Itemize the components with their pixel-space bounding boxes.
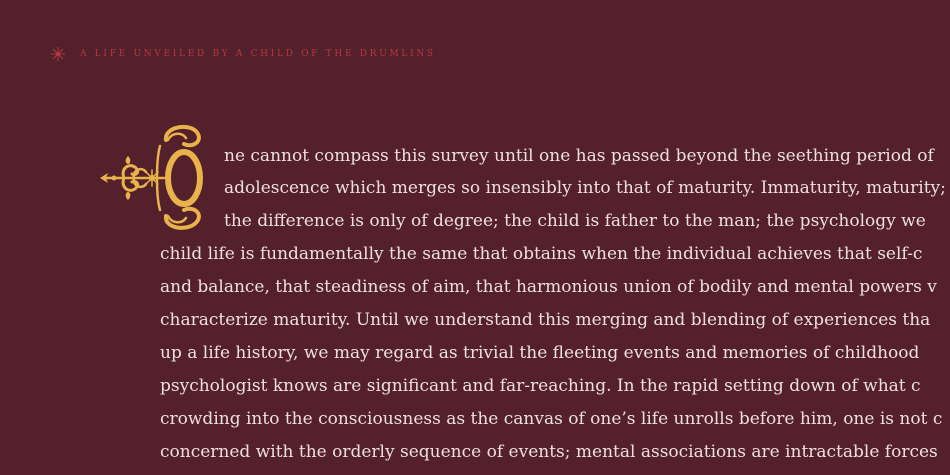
- paragraph-line: the difference is only of degree; the child is father to the man; the psychology we: [224, 211, 926, 231]
- paragraph-line: ne cannot compass this survey until one has passed beyond the seething period of: [224, 146, 934, 166]
- paragraph-line: crowding into the consciousness as the canvas of one’s life unrolls before him, one is not c: [160, 409, 943, 429]
- header-title: A LIFE UNVEILED BY A CHILD OF THE DRUMLINS: [80, 49, 436, 59]
- paragraph-line: up a life history, we may regard as trivial the fleeting events and memories of childhood: [160, 343, 920, 363]
- paragraph-line: psychologist knows are significant and far-reaching. In the rapid setting down of what c: [160, 376, 921, 396]
- paragraph-line: concerned with the orderly sequence of events; mental associations are intractable forces: [160, 442, 938, 462]
- paragraph-line: characterize maturity. Until we understand this merging and blending of experiences tha: [160, 310, 931, 330]
- paragraph-line: child life is fundamentally the same that obtains when the individual achieves that self-c: [160, 244, 923, 264]
- paragraph-line: adolescence which merges so insensibly into that of maturity. Immaturity, maturity;: [224, 178, 946, 198]
- paragraph-line: and balance, that steadiness of aim, that harmonious union of bodily and mental powers v: [160, 277, 937, 297]
